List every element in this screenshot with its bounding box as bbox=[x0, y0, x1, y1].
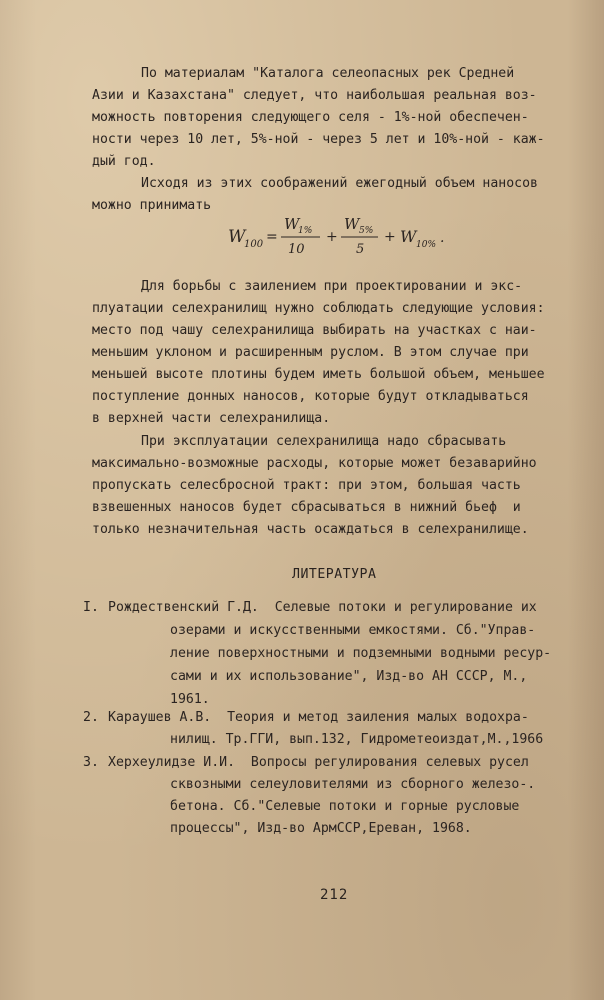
formula-term1-numerator-sub: 1% bbox=[298, 226, 313, 236]
formula-lhs-sub: 100 bbox=[244, 239, 264, 250]
text-line: плуатации селехранилищ нужно соблюдать следующие условия: bbox=[92, 301, 545, 316]
reference-line: 1961. bbox=[170, 692, 210, 707]
formula-end: . bbox=[440, 230, 445, 246]
text-line: меньшей высоте плотины будем иметь большой объем, меньшее bbox=[92, 367, 545, 382]
reference-line: сквозными селеуловителями из сборного железо-. bbox=[170, 777, 536, 792]
text-line: пропускать селесбросной тракт: при этом, большая часть bbox=[92, 478, 521, 493]
text-line: ности через 10 лет, 5%-ной - через 5 лет и 10%-ной - каж- bbox=[92, 132, 545, 147]
formula-term3-sub: 10% bbox=[416, 240, 437, 250]
text-line: По материалам "Каталога селеопасных рек Средней bbox=[141, 66, 515, 81]
formula-plus: + bbox=[326, 229, 338, 245]
text-line: место под чашу селехранилища выбирать на участках с наи- bbox=[92, 323, 537, 338]
reference-line: процессы", Изд-во АрмССР,Ереван, 1968. bbox=[170, 821, 472, 836]
text-line: в верхней части селехранилища. bbox=[92, 411, 331, 426]
text-line: можно принимать bbox=[92, 198, 212, 213]
reference-line: Караушев А.В. Теория и метод заиления малых водохра- bbox=[108, 710, 529, 725]
reference-line: Рождественский Г.Д. Селевые потоки и регулирование их bbox=[108, 600, 537, 615]
formula-term1-numerator: W bbox=[284, 215, 300, 233]
text-line: дый год. bbox=[92, 154, 156, 169]
reference-line: бетона. Сб."Селевые потоки и горные русловые bbox=[170, 799, 520, 814]
text-line: взвешенных наносов будет сбрасываться в нижний бьеф и bbox=[92, 500, 521, 515]
formula-term2-numerator: W bbox=[344, 215, 360, 233]
formula-plus: + bbox=[384, 229, 396, 245]
formula-term2-denominator: 5 bbox=[356, 242, 365, 257]
reference-line: сами и их использование", Изд-во АН СССР, М., bbox=[170, 669, 528, 684]
literature-heading: ЛИТЕРАТУРА bbox=[292, 567, 377, 582]
reference-line: нилищ. Тр.ГГИ, вып.132, Гидрометеоиздат,М.,1966 bbox=[170, 732, 544, 747]
reference-line: озерами и искусственными емкостями. Сб."Управ- bbox=[170, 623, 536, 638]
formula-term1-denominator: 10 bbox=[288, 242, 305, 257]
formula-lhs: W bbox=[228, 227, 246, 247]
text-line: Исходя из этих соображений ежегодный объем наносов bbox=[141, 176, 538, 191]
page-number: 212 bbox=[320, 887, 349, 903]
text-line: только незначительная часть осаждаться в селехранилище. bbox=[92, 522, 529, 537]
formula-term3: W bbox=[400, 227, 417, 246]
reference-line: ление поверхностными и подземными водными ресур- bbox=[170, 646, 552, 661]
reference-number: 2. bbox=[83, 710, 99, 725]
reference-number: I. bbox=[83, 600, 99, 615]
formula bbox=[228, 210, 468, 260]
text-line: максимально-возможные расходы, которые может безаварийно bbox=[92, 456, 537, 471]
text-line: можность повторения следующего селя - 1%-ной обеспечен- bbox=[92, 110, 529, 125]
text-line: поступление донных наносов, которые будут откладываться bbox=[92, 389, 529, 404]
text-line: Для борьбы с заилением при проектировании и экс- bbox=[141, 279, 523, 294]
text-line: При эксплуатации селехранилища надо сбрасывать bbox=[141, 434, 507, 449]
text-line: меньшим уклоном и расширенным руслом. В этом случае при bbox=[92, 345, 529, 360]
formula-term2-numerator-sub: 5% bbox=[359, 226, 374, 236]
text-line: Азии и Казахстана" следует, что наибольшая реальная воз- bbox=[92, 88, 537, 103]
formula-equals: = bbox=[266, 229, 278, 245]
reference-number: 3. bbox=[83, 755, 99, 770]
reference-line: Херхеулидзе И.И. Вопросы регулирования селевых русел bbox=[108, 755, 529, 770]
